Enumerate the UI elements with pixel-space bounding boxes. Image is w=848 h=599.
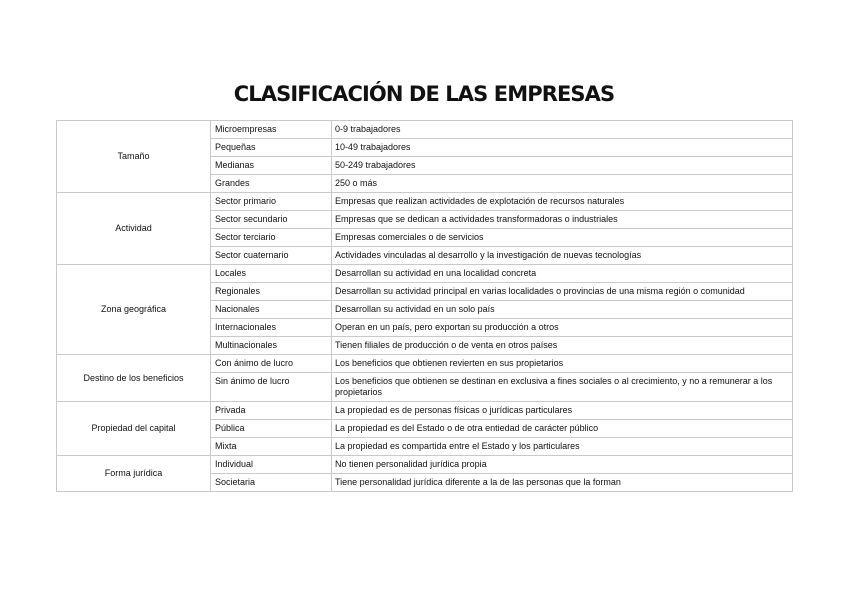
description-cell: Operan en un país, pero exportan su producción a otros bbox=[332, 319, 793, 337]
table-row bbox=[57, 193, 793, 211]
description-cell: Tienen filiales de producción o de venta en otros países bbox=[332, 337, 793, 355]
description-cell: Los beneficios que obtienen revierten en sus propietarios bbox=[332, 355, 793, 373]
description-cell: Desarrollan su actividad en un solo país bbox=[332, 301, 793, 319]
subtype-cell: Internacionales bbox=[211, 319, 332, 337]
category-cell: Actividad bbox=[57, 193, 211, 265]
subtype-cell: Pequeñas bbox=[211, 139, 332, 157]
page-title: CLASIFICACIÓN DE LAS EMPRESAS bbox=[233, 82, 615, 106]
description-cell: Actividades vinculadas al desarrollo y la investigación de nuevas tecnologías bbox=[332, 247, 793, 265]
subtype-cell: Medianas bbox=[211, 157, 332, 175]
subtype-cell: Locales bbox=[211, 265, 332, 283]
description-cell: 250 o más bbox=[332, 175, 793, 193]
subtype-cell: Sector primario bbox=[211, 193, 332, 211]
subtype-cell: Microempresas bbox=[211, 121, 332, 139]
table-row bbox=[57, 355, 793, 373]
table-row bbox=[57, 402, 793, 420]
subtype-cell: Regionales bbox=[211, 283, 332, 301]
description-cell: Los beneficios que obtienen se destinan en exclusiva a fines sociales o al crecimiento, y no a remunerar a los propietarios bbox=[332, 373, 793, 402]
subtype-cell: Nacionales bbox=[211, 301, 332, 319]
subtype-cell: Sector terciario bbox=[211, 229, 332, 247]
subtype-cell: Pública bbox=[211, 420, 332, 438]
subtype-cell: Sector secundario bbox=[211, 211, 332, 229]
subtype-cell: Multinacionales bbox=[211, 337, 332, 355]
table-body bbox=[57, 121, 793, 492]
description-cell: No tienen personalidad jurídica propia bbox=[332, 456, 793, 474]
description-cell: Empresas que se dedican a actividades transformadoras o industriales bbox=[332, 211, 793, 229]
table-row bbox=[57, 265, 793, 283]
description-cell: 50-249 trabajadores bbox=[332, 157, 793, 175]
category-cell: Propiedad del capital bbox=[57, 402, 211, 456]
subtype-cell: Sin ánimo de lucro bbox=[211, 373, 332, 402]
subtype-cell: Mixta bbox=[211, 438, 332, 456]
category-cell: Zona geográfica bbox=[57, 265, 211, 355]
subtype-cell: Individual bbox=[211, 456, 332, 474]
category-cell: Tamaño bbox=[57, 121, 211, 193]
table-row bbox=[57, 121, 793, 139]
description-cell: 0-9 trabajadores bbox=[332, 121, 793, 139]
description-cell: 10-49 trabajadores bbox=[332, 139, 793, 157]
subtype-cell: Societaria bbox=[211, 474, 332, 492]
description-cell: La propiedad es de personas físicas o jurídicas particulares bbox=[332, 402, 793, 420]
subtype-cell: Privada bbox=[211, 402, 332, 420]
table-row bbox=[57, 456, 793, 474]
category-cell: Destino de los beneficios bbox=[57, 355, 211, 402]
subtype-cell: Sector cuaternario bbox=[211, 247, 332, 265]
description-cell: Desarrollan su actividad principal en varias localidades o provincias de una misma región o comunidad bbox=[332, 283, 793, 301]
description-cell: La propiedad es del Estado o de otra entiedad de carácter público bbox=[332, 420, 793, 438]
description-cell: La propiedad es compartida entre el Estado y los particulares bbox=[332, 438, 793, 456]
subtype-cell: Con ánimo de lucro bbox=[211, 355, 332, 373]
subtype-cell: Grandes bbox=[211, 175, 332, 193]
description-cell: Tiene personalidad jurídica diferente a la de las personas que la forman bbox=[332, 474, 793, 492]
category-cell: Forma jurídica bbox=[57, 456, 211, 492]
description-cell: Empresas que realizan actividades de explotación de recursos naturales bbox=[332, 193, 793, 211]
description-cell: Desarrollan su actividad en una localidad concreta bbox=[332, 265, 793, 283]
description-cell: Empresas comerciales o de servicios bbox=[332, 229, 793, 247]
classification-table bbox=[56, 120, 793, 492]
